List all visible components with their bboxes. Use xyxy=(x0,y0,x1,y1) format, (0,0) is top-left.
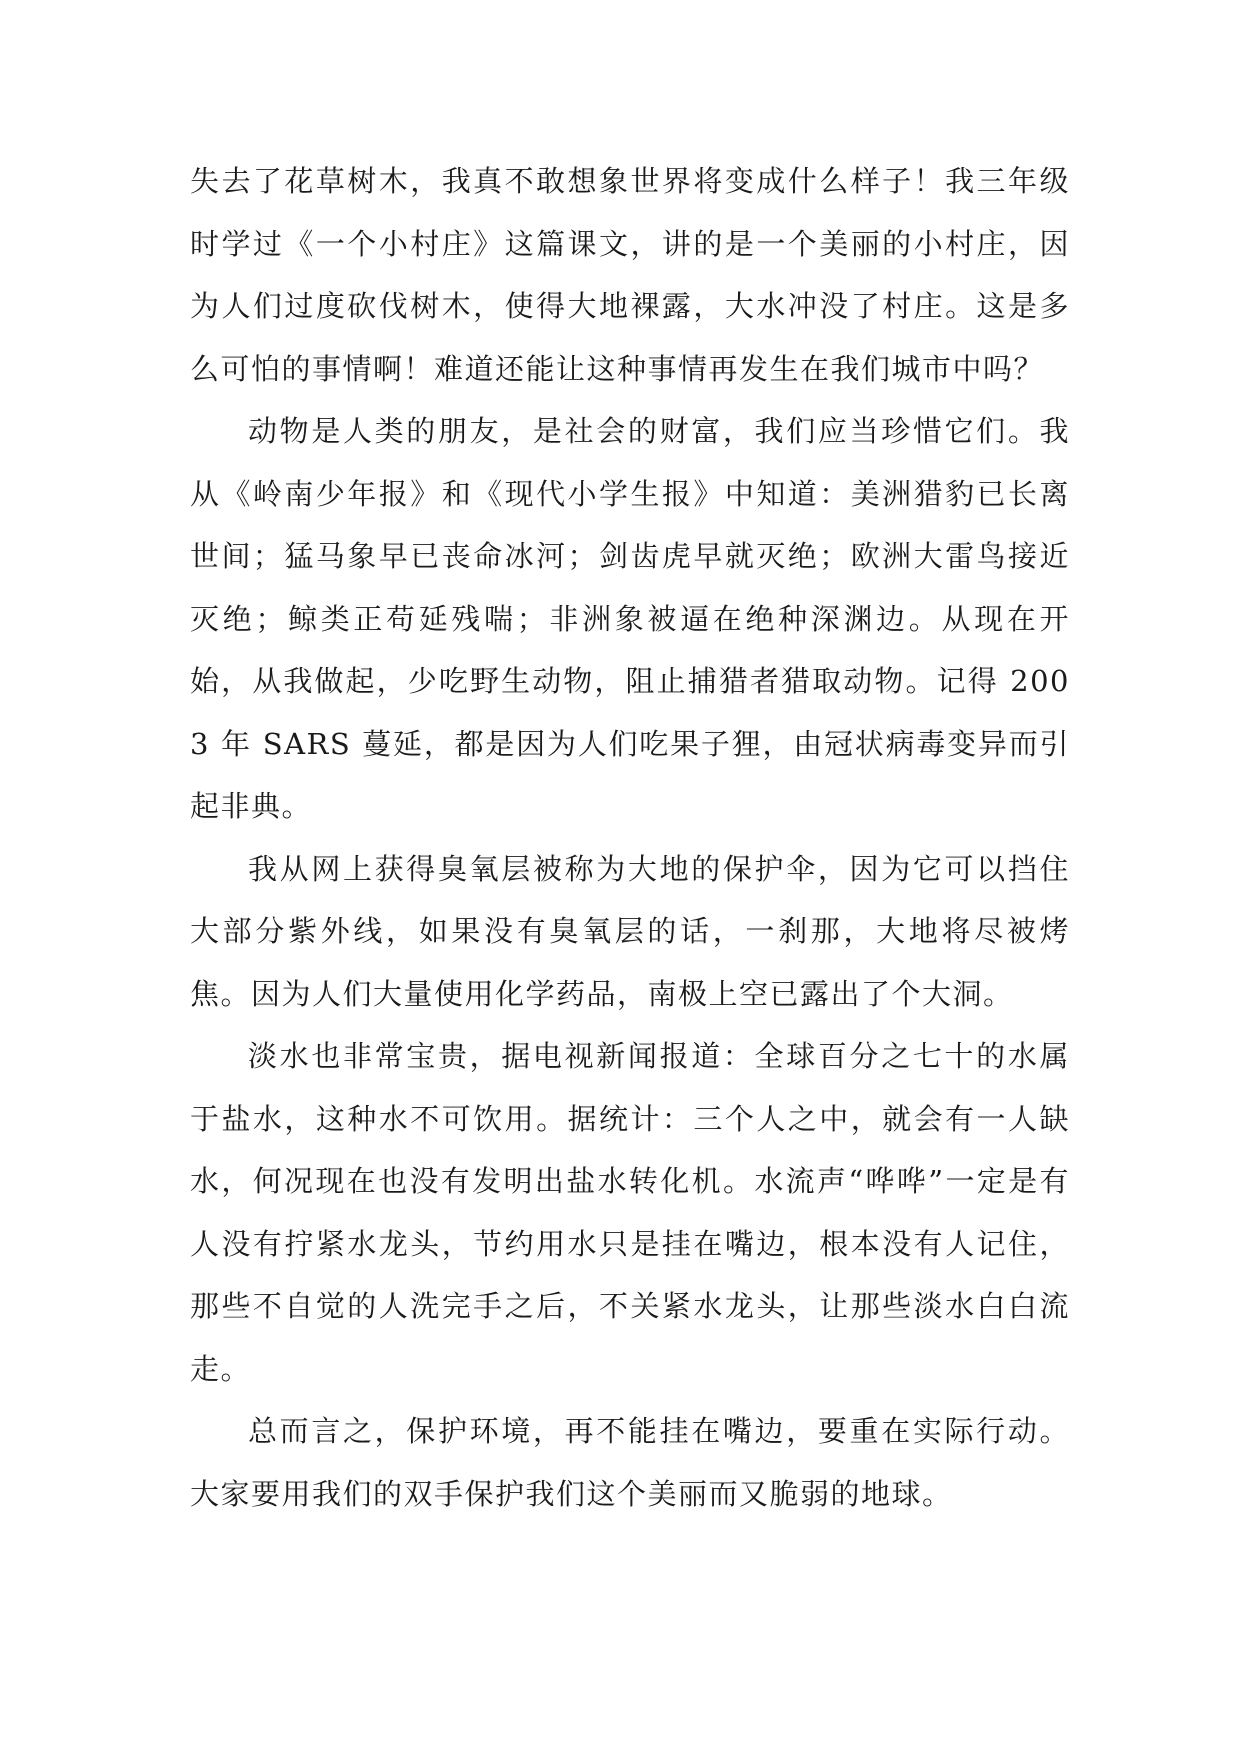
paragraph-water: 淡水也非常宝贵，据电视新闻报道：全球百分之七十的水属于盐水，这种水不可饮用。据统计：三个人之中，就会有一人缺水，何况现在也没有发明出盐水转化机。水流声“哗哗”一定是有人没有拧紧水龙头，节约用水只是挂在嘴边，根本没有人记住，那些不自觉的人洗完手之后，不关紧水龙头，让那些淡水白白流走。 xyxy=(190,1039,1070,1386)
document-page xyxy=(190,150,1070,1525)
paragraph-conclusion: 总而言之，保护环境，再不能挂在嘴边，要重在实际行动。大家要用我们的双手保护我们这个美丽而又脆弱的地球。 xyxy=(190,1414,1070,1511)
paragraph-ozone: 我从网上获得臭氧层被称为大地的保护伞，因为它可以挡住大部分紫外线，如果没有臭氧层的话，一刹那，大地将尽被烤焦。因为人们大量使用化学药品，南极上空已露出了个大洞。 xyxy=(190,851,1070,1011)
paragraph-animals: 动物是人类的朋友，是社会的财富，我们应当珍惜它们。我从《岭南少年报》和《现代小学生报》中知道：美洲猎豹已长离世间；猛马象早已丧命冰河；剑齿虎早就灭绝；欧洲大雷鸟接近灭绝；鲸类正苟延残喘；非洲象被逼在绝种深渊边。从现在开始，从我做起，少吃野生动物，阻止捕猎者猎取动物。记得 2003 年 SARS 蔓延，都是因为人们吃果子狸，由冠状病毒变异而引起非典。 xyxy=(190,414,1070,823)
paragraph-trees: 失去了花草树木，我真不敢想象世界将变成什么样子！我三年级时学过《一个小村庄》这篇课文，讲的是一个美丽的小村庄，因为人们过度砍伐树木，使得大地裸露，大水冲没了村庄。这是多么可怕的事情啊！难道还能让这种事情再发生在我们城市中吗？ xyxy=(190,164,1070,386)
